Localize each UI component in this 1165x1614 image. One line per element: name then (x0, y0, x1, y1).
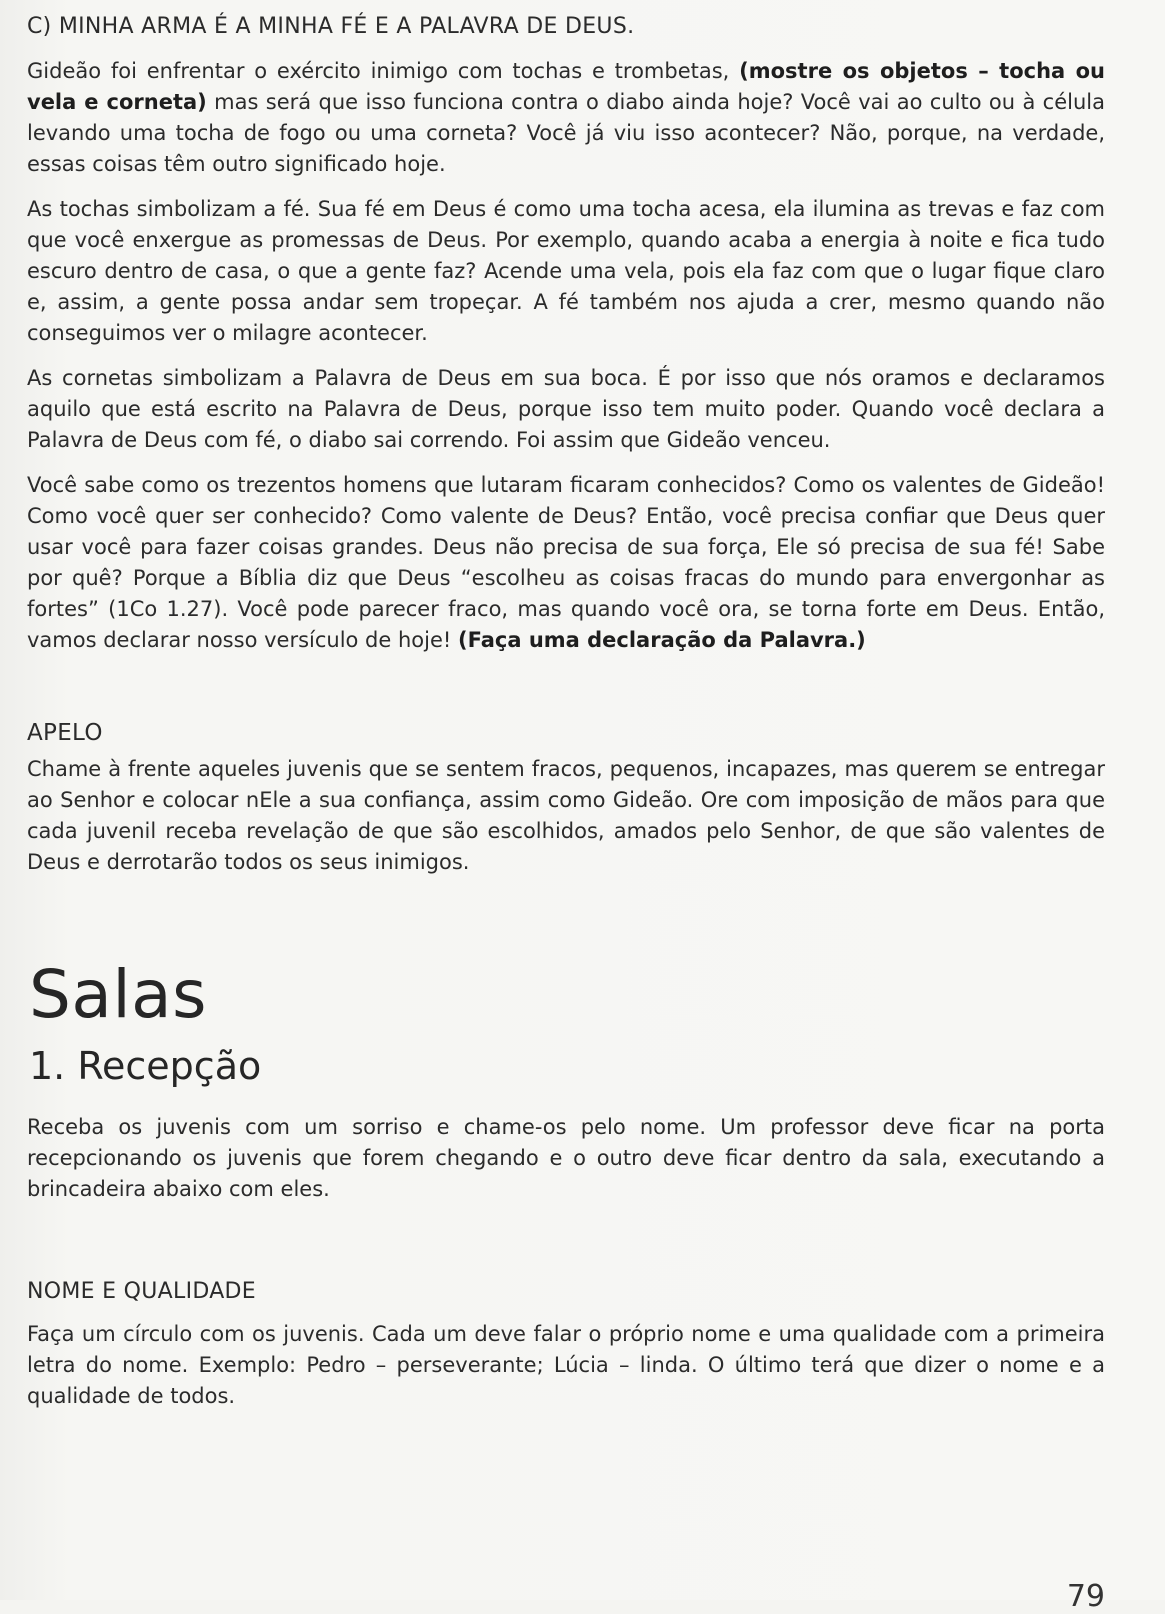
salas-title: Salas (29, 956, 208, 1033)
paragraph-text: Você sabe como os trezentos homens que lutaram ficaram conhecidos? Como os valentes de Gideão! Como você quer ser conhecido? Como valente de Deus? Então, você precisa confiar que Deus quer usar você para fazer coisas grandes. Deus não precisa de sua força, Ele só precisa de sua fé! Sabe por quê? Porque a Bíblia diz que Deus “escolheu as coisas fracas do mundo para envergonhar as fortes” (1Co 1.27). Você pode parecer fraco, mas quando você ora, se torna forte em Deus. Então, vamos declarar nosso versículo de hoje! (27, 473, 1105, 652)
recepcao-paragraph: Receba os juvenis com um sorriso e chame-os pelo nome. Um professor deve ficar na porta recepcionando os juvenis que forem chegando e o outro deve ficar dentro da sala, executando a brincadeira abaixo com eles. (27, 1115, 1105, 1201)
page-content (27, 12, 1105, 1426)
recepcao-subtitle: 1. Recepção (29, 1044, 262, 1088)
paragraph-instruction: (Faça uma declaração da Palavra.) (458, 628, 866, 652)
apelo-paragraph: Chame à frente aqueles juvenis que se sentem fracos, pequenos, incapazes, mas querem se entregar ao Senhor e colocar nEle a sua confiança, assim como Gideão. Ore com imposição de mãos para que cada juvenil receba revelação de que são escolhidos, amados pelo Senhor, de que são valentes de Deus e derrotarão todos os seus inimigos. (27, 757, 1105, 874)
paragraph-instruction: (mostre os objetos – tocha ou vela e corneta) (27, 59, 1105, 114)
apelo-title: APELO (27, 720, 103, 746)
section-c-paragraph-4 (27, 470, 1105, 656)
section-c-paragraph-3: As cornetas simbolizam a Palavra de Deus em sua boca. É por isso que nós oramos e declaramos aquilo que está escrito na Palavra de Deus, porque isso tem muito poder. Quando você declara a Palavra de Deus com fé, o diabo sai correndo. Foi assim que Gideão venceu. (27, 366, 1105, 452)
section-c-title: C) MINHA ARMA É A MINHA FÉ E A PALAVRA DE DEUS. (27, 14, 635, 39)
nome-qualidade-paragraph: Faça um círculo com os juvenis. Cada um deve falar o próprio nome e uma qualidade com a primeira letra do nome. Exemplo: Pedro – perseverante; Lúcia – linda. O último terá que dizer o nome e a qualidade de todos. (27, 1322, 1105, 1408)
page-number: 79 (1066, 1579, 1105, 1614)
paragraph-text: Gideão foi enfrentar o exército inimigo com tochas e trombetas, (27, 59, 740, 83)
section-c-paragraph-1 (27, 56, 1105, 180)
section-c-paragraph-2: As tochas simbolizam a fé. Sua fé em Deus é como uma tocha acesa, ela ilumina as trevas e faz com que você enxergue as promessas de Deus. Por exemplo, quando acaba a energia à noite e fica tudo escuro dentro de casa, o que a gente faz? Acende uma vela, pois ela faz com que o lugar fique claro e, assim, a gente possa andar sem tropeçar. A fé também nos ajuda a crer, mesmo quando não conseguimos ver o milagre acontecer. (27, 197, 1105, 345)
paragraph-text: mas será que isso funciona contra o diabo ainda hoje? Você vai ao culto ou à célula levando uma tocha de fogo ou uma corneta? Você já viu isso acontecer? Não, porque, na verdade, essas coisas têm outro significado hoje. (27, 90, 1105, 176)
nome-qualidade-title: NOME E QUALIDADE (27, 1279, 256, 1304)
